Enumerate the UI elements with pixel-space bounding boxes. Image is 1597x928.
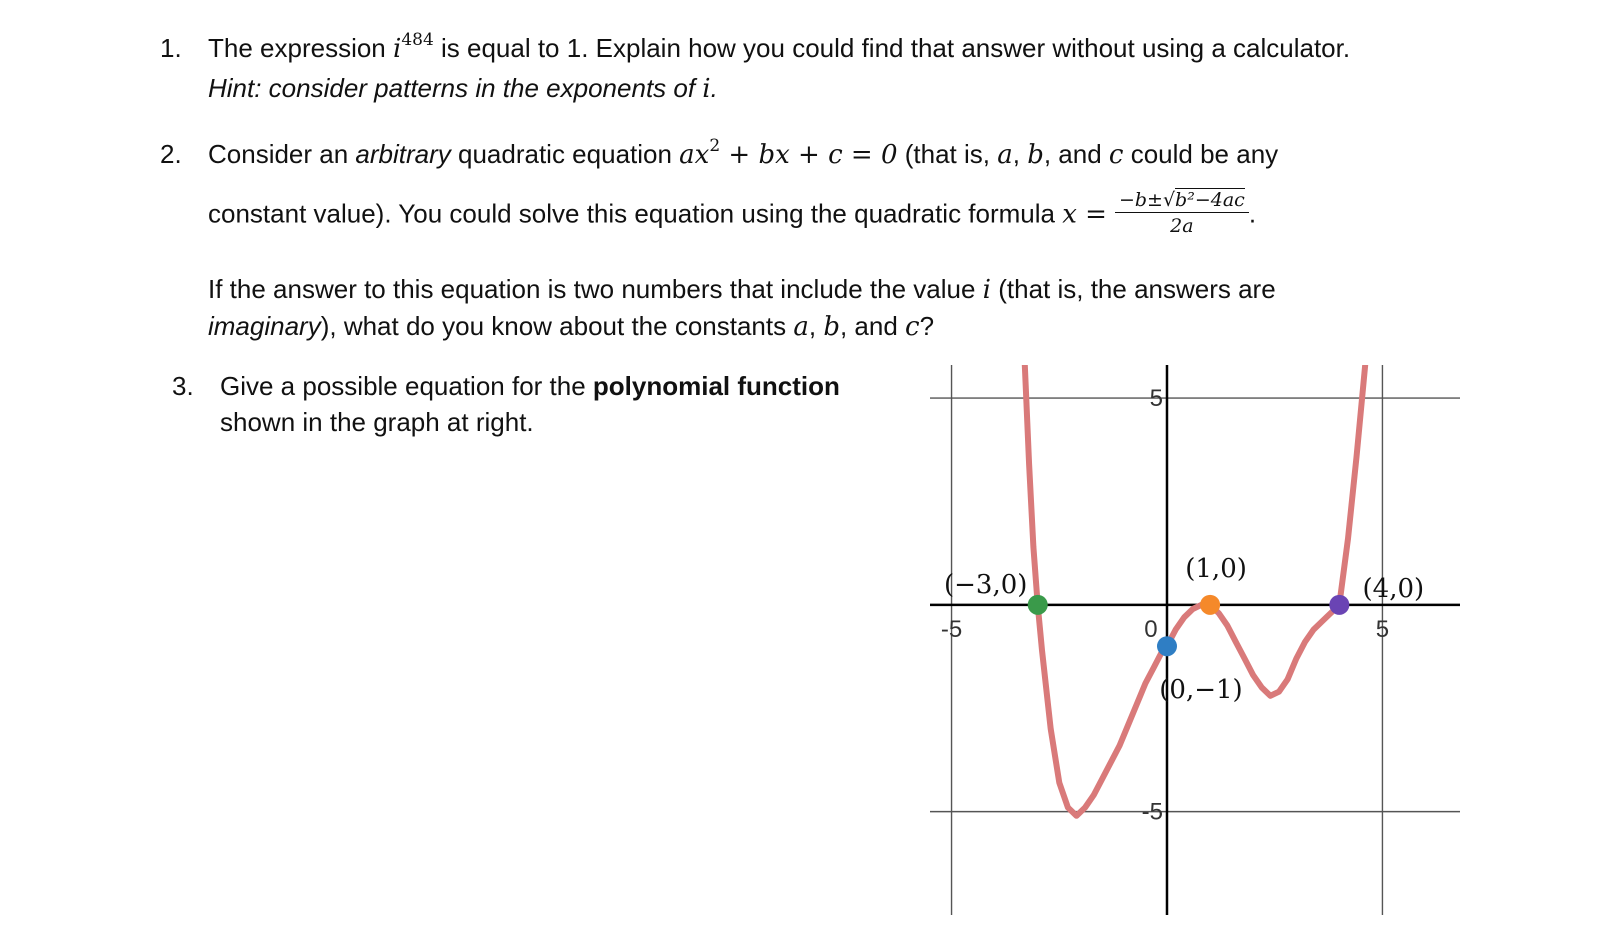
point-label: (1,0) xyxy=(1185,553,1247,584)
text-run: (that is, xyxy=(897,139,998,169)
text-run: . xyxy=(710,73,718,103)
math-expression: + bx + c = 0 xyxy=(720,140,898,170)
x-tick-label: -5 xyxy=(940,615,963,643)
emphasis: arbitrary xyxy=(355,139,451,169)
question-number: 1. xyxy=(160,33,182,63)
text-run: , and xyxy=(1043,139,1109,169)
text-run: quadratic equation xyxy=(450,139,680,169)
math-variable: i xyxy=(702,74,711,104)
question-text xyxy=(220,368,840,440)
question-line xyxy=(208,190,1278,241)
text-run: could be any xyxy=(1123,139,1279,169)
point-labels xyxy=(944,554,1424,705)
bold-text: polynomial function xyxy=(592,371,840,401)
highlighted-point xyxy=(1200,595,1220,615)
math-expression: x = xyxy=(1062,199,1107,230)
text-run: is equal to 1. Explain how you could find that answer without using a calculator. xyxy=(433,33,1351,63)
question-number: 2. xyxy=(160,139,182,169)
fraction-denominator: 2a xyxy=(1170,215,1194,237)
text-run: (that is, the answers are xyxy=(991,274,1276,304)
math-variable: b xyxy=(1027,140,1044,170)
hint-line xyxy=(208,70,1350,107)
question-line xyxy=(208,308,1278,345)
math-expression: ax xyxy=(679,140,710,170)
text-run: , xyxy=(1012,139,1028,169)
highlighted-point xyxy=(1028,595,1048,615)
highlighted-point xyxy=(1157,636,1177,656)
math-variable: a xyxy=(793,312,809,342)
polynomial-graph xyxy=(930,365,1460,915)
x-tick-label: 0 xyxy=(1144,615,1158,643)
highlighted-point xyxy=(1329,595,1349,615)
question-text xyxy=(208,136,1278,345)
question-line: shown in the graph at right. xyxy=(220,407,534,437)
math-variable: c xyxy=(1108,140,1124,170)
fraction-numerator xyxy=(1115,188,1249,213)
point-label: (4,0) xyxy=(1362,573,1425,604)
x-tick-label: 5 xyxy=(1375,615,1390,643)
y-tick-label: -5 xyxy=(1141,798,1163,826)
question-line xyxy=(208,271,1278,308)
emphasis: imaginary xyxy=(208,311,321,341)
question-text xyxy=(208,30,1350,107)
math-variable: c xyxy=(905,312,920,342)
text-run: The expression xyxy=(208,33,393,63)
math-variable: i xyxy=(392,34,402,64)
numerator-text: −b±√ xyxy=(1118,189,1176,211)
hint-text: Hint: consider patterns in the exponents of xyxy=(208,73,703,103)
text-run: constant value). You could solve this equation using the quadratic formula xyxy=(208,198,1063,229)
math-variable: b xyxy=(823,312,840,342)
text-run: , and xyxy=(839,311,906,341)
text-run: Consider an xyxy=(208,139,356,169)
polynomial-curve xyxy=(1025,365,1365,816)
text-run: ), what do you know about the constants xyxy=(320,311,794,341)
text-run: Give a possible equation for the xyxy=(220,371,593,401)
question-line xyxy=(208,30,1350,70)
quadratic-formula-fraction xyxy=(1115,188,1249,239)
radicand: b²−4ac xyxy=(1175,189,1245,211)
question-number: 3. xyxy=(172,371,194,401)
text-run: , xyxy=(808,311,824,341)
question-line xyxy=(208,136,1278,176)
exponent: 484 xyxy=(401,30,434,50)
exponent: 2 xyxy=(709,136,721,156)
y-tick-label: 5 xyxy=(1149,385,1163,413)
question-line xyxy=(220,368,840,404)
text-run: . xyxy=(1248,198,1257,229)
point-label: (0,−1) xyxy=(1159,675,1243,706)
text-run: If the answer to this equation is two numbers that include the value xyxy=(208,274,983,304)
text-run: ? xyxy=(919,311,935,341)
point-label: (−3,0) xyxy=(944,569,1028,600)
math-variable: a xyxy=(997,140,1013,170)
math-variable: i xyxy=(982,275,991,305)
